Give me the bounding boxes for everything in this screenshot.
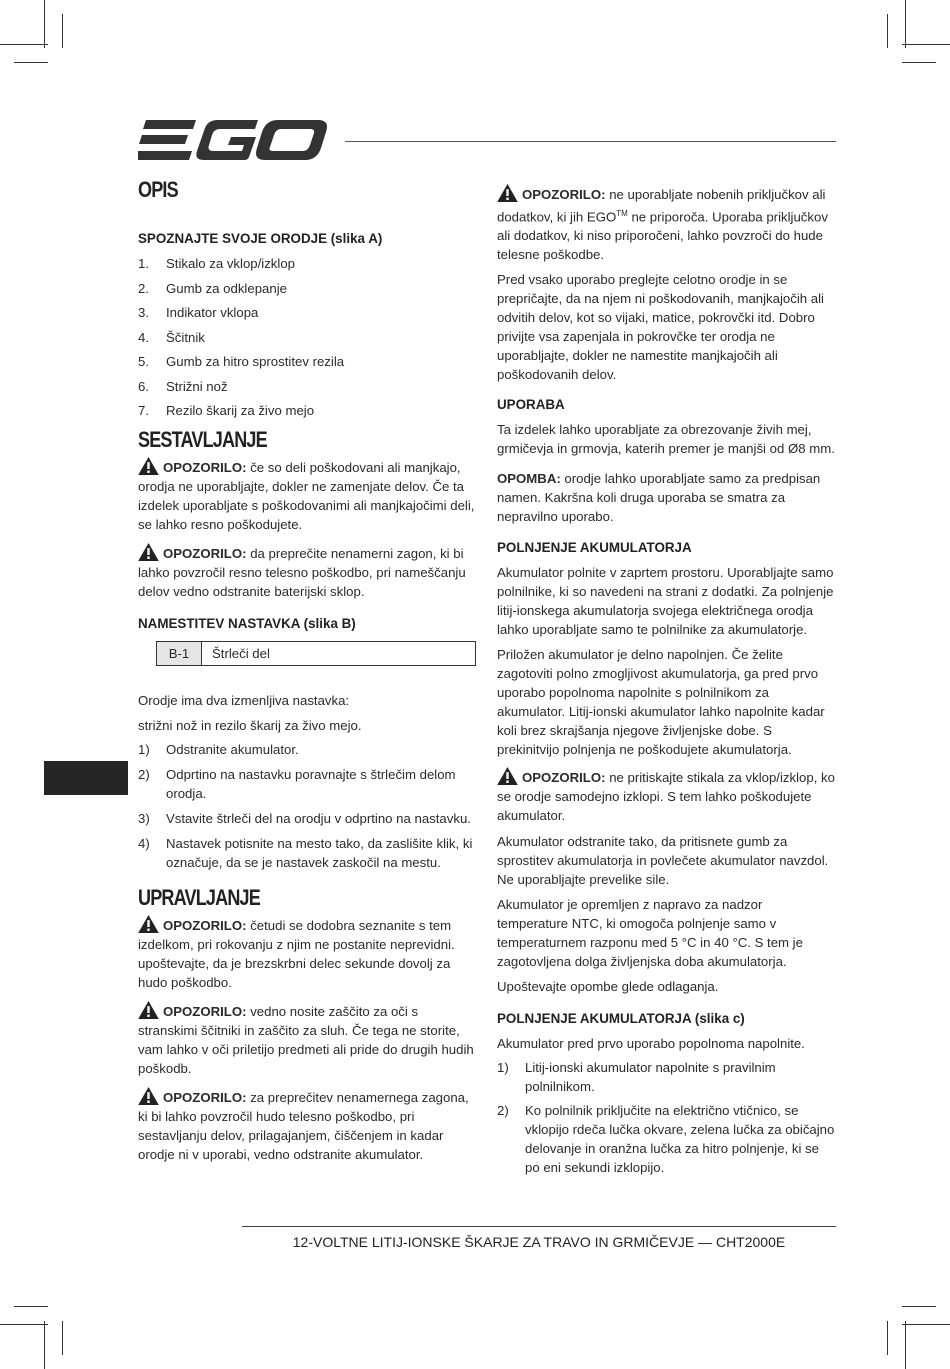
crop-mark (44, 1321, 45, 1369)
body-text: Ta izdelek lahko uporabljate za obrezovanje živih mej, grmičevja in grmovja, katerih premer je manjši od Ø8 mm. (497, 422, 835, 457)
body-text: strižni nož in rezilo škarij za živo mejo. (138, 718, 362, 733)
list-item: 1. Stikalo za vklop/izklop (138, 256, 296, 271)
list-item: 2) Ko polnilnik priključite na električno vtičnico, se vklopijo rdeča lučka okvare, zelena lučka za običajno delovanje in oranžna lučka za hitro polnjenje, ki se po eni sekundi izklopijo. (497, 1103, 835, 1176)
body-text: Orodje ima dva izmenljiva nastavka: (138, 693, 350, 708)
parts-table (156, 641, 476, 666)
crop-mark (902, 44, 950, 45)
list-item: 2. Gumb za odklepanje (138, 280, 287, 296)
warning-icon (138, 543, 159, 561)
table-value: Štrleči del (202, 642, 476, 666)
crop-mark (887, 14, 888, 48)
warning-paragraph: OPOZORILO: vedno nosite zaščito za oči s stranskimi ščitniki in zaščito za sluh. Če tega ne storite, vam lahko v oči priletijo predmeti ali pride do drugih hudih poškodb. (138, 1001, 478, 1078)
subheading-namestitev: NAMESTITEV NASTAVKA (slika B) (138, 616, 356, 631)
warning-icon (138, 915, 159, 933)
list-item: 1) Litij-ionski akumulator napolnite s pravilnim polnilnikom. (497, 1060, 776, 1095)
table-key: B-1 (157, 642, 202, 666)
crop-mark (902, 62, 936, 63)
right-column (497, 184, 837, 1177)
page-footer: 12-VOLTNE LITIJ-IONSKE ŠKARJE ZA TRAVO IN GRMIČEVJE — CHT2000E (292, 1234, 786, 1250)
warning-paragraph: OPOZORILO: da preprečite nenamerni zagon, ki bi lahko povzročil resno telesno poškodbo, pri nameščanju delov vedno odstranite baterijski sklop. (138, 543, 478, 601)
subheading-polnjenje: POLNJENJE AKUMULATORJA (497, 540, 692, 556)
warning-paragraph: OPOZORILO: za preprečitev nenamernega zagona, ki bi lahko povzročil hudo telesno poškodbo, pri sestavljanju delov, prilagajanjem, čiščenjem in kadar orodje ni v uporabi, vedno odstranite akumulator. (138, 1087, 478, 1164)
list-item: 1) Odstranite akumulator. (138, 742, 299, 757)
list-item: 2) Odprtino na nastavku poravnajte s štrlečim delom orodja. (138, 767, 456, 801)
list-item: 4. Ščitnik (138, 329, 205, 345)
body-text: Akumulator je opremljen z napravo za nadzor temperature NTC, ki omogoča polnjenje samo v temperaturnem razponu med 5 °C in 40 °C. S tem je zagotovljena dolga življenjska doba akumulatorja. (497, 897, 803, 970)
parts-list (138, 254, 478, 420)
assembly-steps (138, 740, 478, 872)
crop-mark (0, 1324, 48, 1325)
body-text: Upoštevajte opombe glede odlaganja. (497, 979, 719, 995)
table-row (157, 642, 476, 666)
section-title-upravljanje: UPRAVLJANJE (138, 885, 260, 910)
crop-mark (887, 1321, 888, 1355)
body-text: Priložen akumulator je delno napolnjen. Če želite zagotoviti polno zmogljivost akumulatorja, ga pred prvo uporabo popolnoma napolnite s polnilnikom za akumulator. Litij-ionski akumulator lahko napolnite kadar koli brez skrajšanja njegove življenjske dobe. S prekinitvijo polnjenja ne poškodujete akumulatorja. (497, 647, 825, 758)
warning-icon (497, 184, 518, 202)
warning-icon (497, 767, 518, 785)
warning-paragraph: OPOZORILO: četudi se dodobra seznanite s tem izdelkom, pri rokovanju z njim ne postanite neprevidni. upoštevajte, da je brezskrbni delec sekunde dovolj za hudo poškodbo. (138, 915, 478, 992)
warning-icon (138, 457, 159, 475)
list-item: 4) Nastavek potisnite na mesto tako, da zaslišite klik, ki označuje, da se je nastavek zaskočil na mestu. (138, 836, 473, 870)
crop-mark (62, 14, 63, 48)
body-text: Akumulator pred prvo uporabo popolnoma napolnite. (497, 1036, 805, 1052)
warning-icon (138, 1001, 159, 1019)
crop-mark (902, 1324, 950, 1325)
header-rule (345, 141, 836, 142)
body-text: Pred vsako uporabo preglejte celotno orodje in se prepričajte, da na njem ni poškodovanih, manjkajočih ali odvitih delov, kot so vijaki, matice, pokrovčki itd. Dobro privijte vsa zapenjala in pokrovčke ter orodja ne uporabljajte, dokler ne namestite manjkajočih ali poškodovanih delov. (497, 272, 824, 383)
list-item: 3) Vstavite štrleči del na orodju v odprtino na nastavku. (138, 811, 471, 826)
body-text: Akumulator polnite v zaprtem prostoru. Uporabljajte samo polnilnike, ki so navedeni na strani z dodatki. Za polnjenje litij-ionskega akumulatorja svojega električnega orodja lahko uporabljate samo te polnilnike za akumulatorje. (497, 565, 834, 638)
section-title-opis: OPIS (138, 177, 178, 202)
list-item: 5. Gumb za hitro sprostitev rezila (138, 354, 345, 369)
subheading-polnjenje-c: POLNJENJE AKUMULATORJA (slika c) (497, 1011, 745, 1027)
warning-icon (138, 1087, 159, 1105)
crop-mark (902, 1306, 936, 1307)
warning-paragraph: OPOZORILO: ne uporabljate nobenih priključkov ali dodatkov, ki jih EGO™ ne priporoča. Uporaba priključkov ali dodatkov, ki niso priporočeni, lahko povzroči do hude telesne poškodbe. (497, 184, 837, 264)
warning-paragraph: OPOZORILO: če so deli poškodovani ali manjkajo, orodja ne uporabljajte, dokler ne zamenjate delov. Če ta izdelek uporabljate s poškodovanimi ali manjkajočimi deli, se lahko resno poškodujete. (138, 457, 478, 534)
crop-mark (14, 1306, 48, 1307)
crop-mark (44, 0, 45, 48)
crop-mark (62, 1321, 63, 1355)
note-paragraph: OPOMBA: orodje lahko uporabljate samo za predpisan namen. Kakršna koli druga uporaba se smatra za nepravilno uporabo. (497, 471, 821, 525)
list-item: 3. Indikator vklopa (138, 305, 259, 320)
crop-mark (905, 0, 906, 48)
list-item: 7. Rezilo škarij za živo mejo (138, 403, 315, 418)
ego-logo (138, 118, 328, 162)
crop-mark (0, 44, 48, 45)
list-item: 6. Strižni nož (138, 378, 228, 394)
crop-mark (14, 62, 48, 63)
subheading-uporaba: UPORABA (497, 397, 565, 413)
crop-mark (905, 1321, 906, 1369)
body-text: Akumulator odstranite tako, da pritisnete gumb za sprostitev akumulatorja in povlečete akumulator navzdol. Ne uporabljajte prevelike sile. (497, 834, 829, 888)
section-title-sestavljanje: SESTAVLJANJE (138, 427, 267, 452)
footer-rule (242, 1226, 836, 1227)
subheading-spoznajte: SPOZNAJTE SVOJE ORODJE (slika A) (138, 231, 383, 246)
charge-steps (497, 1058, 837, 1177)
warning-paragraph: OPOZORILO: ne pritiskajte stikala za vklop/izklop, ko se orodje samodejno izklopi. S tem lahko poškodujete akumulator. (497, 767, 837, 825)
language-tab (44, 761, 128, 795)
left-column (138, 177, 478, 1164)
